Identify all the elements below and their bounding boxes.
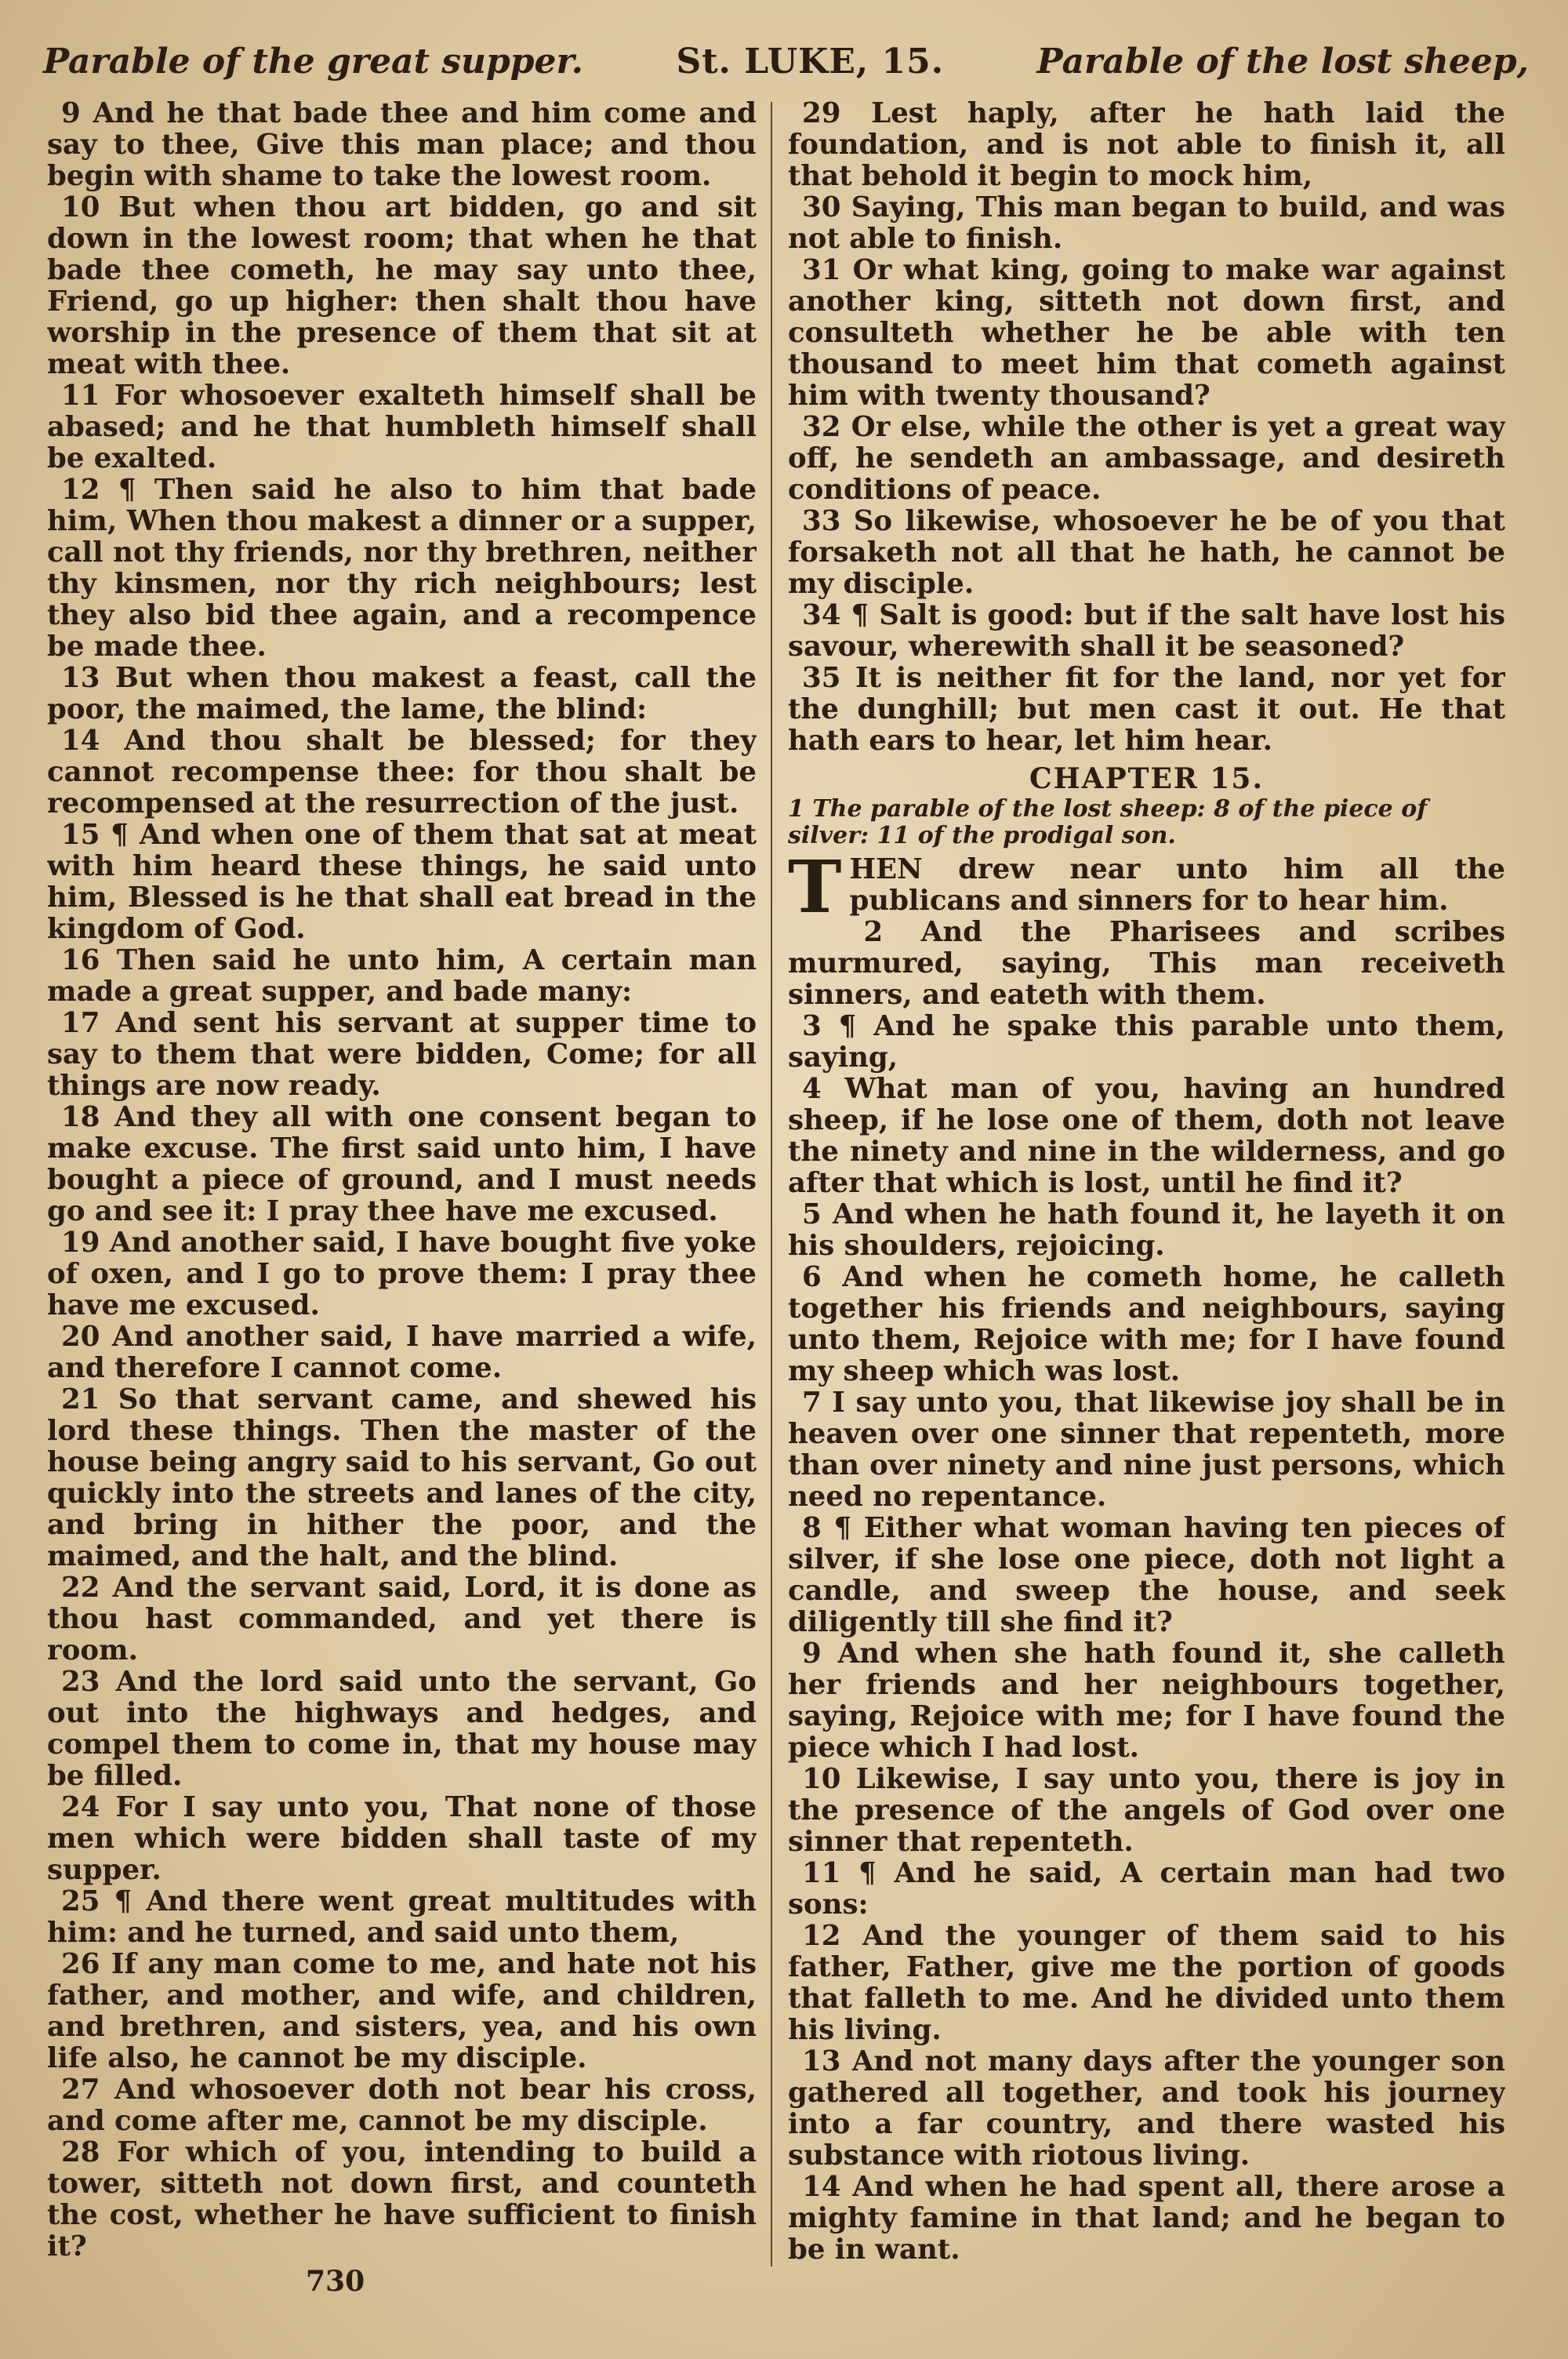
verse: 33 So likewise, whosoever he be of you that forsaketh not all that he hath, he cannot be my disciple. (788, 505, 1505, 600)
running-header (43, 30, 1529, 93)
verse: 28 For which of you, intending to build a tower, sitteth not down first, and counteth the cost, whether he have sufficient to finish it? (47, 2136, 757, 2263)
verse: 9 And when she hath found it, she calleth her friends and her neighbours together, saying, Rejoice with me; for I have found the piece which I had lost. (788, 1637, 1505, 1764)
verse: 34 ¶ Salt is good: but if the salt have lost his savour, wherewith shall it be seasoned? (788, 599, 1505, 663)
verse: 20 And another said, I have married a wife, and therefore I cannot come. (47, 1321, 757, 1384)
verse: 11 For whosoever exalteth himself shall be abased; and he that humbleth himself shall be exalted. (47, 380, 757, 474)
drop-cap: T (788, 845, 842, 929)
verse: 10 But when thou art bidden, go and sit down in the lowest room; that when he that bade thee cometh, he may say unto thee, Friend, go up higher: then shalt thou have worship in the presence of them that sit at meat with thee. (47, 191, 757, 380)
right-column (788, 98, 1505, 2284)
page-number: 730 (306, 2265, 365, 2298)
verse: 6 And when he cometh home, he calleth together his friends and neighbours, saying unto them, Rejoice with me; for I have found my sheep which was lost. (788, 1261, 1505, 1387)
header-left: Parable of the great supper. (43, 41, 583, 82)
verse: 3 ¶ And he spake this parable unto them, saying, (788, 1010, 1505, 1074)
header-right: Parable of the lost sheep, (1036, 41, 1529, 82)
chapter-first-verse (788, 845, 1505, 929)
verse: 12 And the younger of them said to his father, Father, give me the portion of goods that falleth to me. And he divided unto them his living. (788, 1920, 1505, 2046)
verse: 16 Then said he unto him, A certain man made a great supper, and bade many: (47, 944, 757, 1008)
verse: 19 And another said, I have bought five yoke of oxen, and I go to prove them: I pray thee have me excused. (47, 1227, 757, 1321)
verse: 13 And not many days after the younger son gathered all together, and took his journey into a far country, and there wasted his substance with riotous living. (788, 2045, 1505, 2172)
left-column (47, 98, 757, 2284)
verse: 32 Or else, while the other is yet a great way off, he sendeth an ambassage, and desireth conditions of peace. (788, 411, 1505, 506)
verse: 24 For I say unto you, That none of those men which were bidden shall taste of my supper. (47, 1791, 757, 1886)
chapter-summary: 1 The parable of the lost sheep: 8 of the piece of silver: 11 of the prodigal son. (788, 795, 1428, 849)
verse: 22 And the servant said, Lord, it is done as thou hast commanded, and yet there is room. (47, 1572, 757, 1667)
column-divider (771, 102, 772, 2266)
verse: 25 ¶ And there went great multitudes with him: and he turned, and said unto them, (47, 1885, 757, 1949)
verse: 7 I say unto you, that likewise joy shall be in heaven over one sinner that repenteth, more than over ninety and nine just persons, which need no repentance. (788, 1387, 1505, 1513)
first-verse-text: HEN drew near unto him all the publicans and sinners for to hear him. (849, 853, 1505, 917)
header-center: St. LUKE, 15. (676, 41, 945, 82)
verse: 14 And when he had spent all, there arose a mighty famine in that land; and he began to be in want. (788, 2171, 1505, 2266)
verse: 8 ¶ Either what woman having ten pieces of silver, if she lose one piece, doth not light a candle, and sweep the house, and seek diligently till she find it? (788, 1512, 1505, 1638)
verse: 29 Lest haply, after he hath laid the foundation, and is not able to finish it, all that behold it begin to mock him, (788, 98, 1505, 192)
verse: 2 And the Pharisees and scribes murmured, saying, This man receiveth sinners, and eateth with them. (788, 916, 1505, 1011)
verse: 9 And he that bade thee and him come and say to thee, Give this man place; and thou begin with shame to take the lowest room. (47, 98, 757, 192)
chapter-heading: CHAPTER 15. (1029, 762, 1264, 795)
verse: 5 And when he hath found it, he layeth it on his shoulders, rejoicing. (788, 1198, 1505, 1262)
verse: 15 ¶ And when one of them that sat at meat with him heard these things, he said unto him, Blessed is he that shall eat bread in the kingdom of God. (47, 819, 757, 945)
verse: 11 ¶ And he said, A certain man had two sons: (788, 1857, 1505, 1921)
verse: 13 But when thou makest a feast, call the poor, the maimed, the lame, the blind: (47, 662, 757, 725)
verse: 4 What man of you, having an hundred sheep, if he lose one of them, doth not leave the ninety and nine in the wilderness, and go after that which is lost, until he find it? (788, 1073, 1505, 1199)
verse: 12 ¶ Then said he also to him that bade him, When thou makest a dinner or a supper, call not thy friends, nor thy brethren, neither thy kinsmen, nor thy rich neighbours; lest they also bid thee again, and a recompence be made thee. (47, 474, 757, 663)
verse: 23 And the lord said unto the servant, Go out into the highways and hedges, and compel them to come in, that my house may be filled. (47, 1666, 757, 1792)
verse: 31 Or what king, going to make war against another king, sitteth not down first, and consulteth whether he be able with ten thousand to meet him that cometh against him with twenty thousand? (788, 254, 1505, 412)
verse: 10 Likewise, I say unto you, there is joy in the presence of the angels of God over one sinner that repenteth. (788, 1763, 1505, 1858)
verse: 30 Saying, This man began to build, and was not able to finish. (788, 191, 1505, 255)
verse: 35 It is neither fit for the land, nor yet for the dunghill; but men cast it out. He that hath ears to hear, let him hear. (788, 662, 1505, 757)
verse: 17 And sent his servant at supper time to say to them that were bidden, Come; for all things are now ready. (47, 1007, 757, 1102)
verse: 14 And thou shalt be blessed; for they cannot recompense thee: for thou shalt be recompensed at the resurrection of the just. (47, 725, 757, 820)
verse: 27 And whosoever doth not bear his cross, and come after me, cannot be my disciple. (47, 2074, 757, 2137)
verse: 21 So that servant came, and shewed his lord these things. Then the master of the house being angry said to his servant, Go out quickly into the streets and lanes of the city, and bring in hither the poor, and the maimed, and the halt, and the blind. (47, 1383, 757, 1572)
verse: 18 And they all with one consent began to make excuse. The first said unto him, I have bought a piece of ground, and I must needs go and see it: I pray thee have me excused. (47, 1101, 757, 1227)
verse: 26 If any man come to me, and hate not his father, and mother, and wife, and children, and brethren, and sisters, yea, and his own life also, he cannot be my disciple. (47, 1948, 757, 2074)
